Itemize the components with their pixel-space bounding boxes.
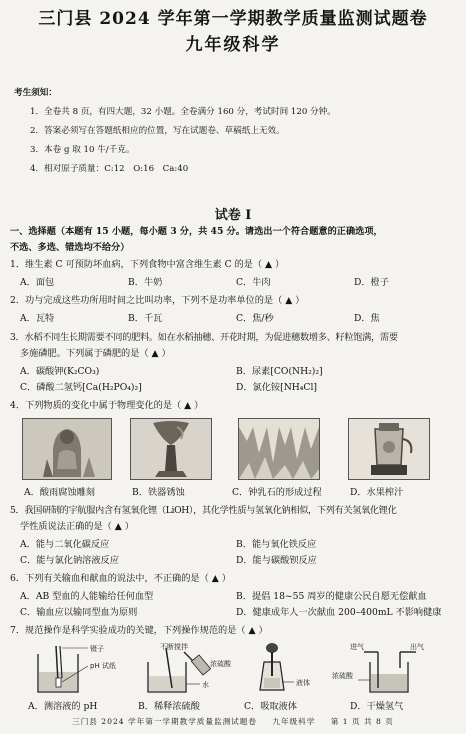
option-c: C．能与氯化钠溶液反应 [20, 555, 119, 566]
option-c: C．输血应以输同型血为原则 [20, 607, 138, 618]
question-5-options-row1 [20, 537, 460, 553]
q7-apparatus-diagrams [14, 642, 454, 696]
section-line: 一、选择题（本题有 15 小题，每小题 3 分，共 45 分。请选出一个符合题意的正确选项， [10, 226, 383, 237]
diagram-dropper [260, 643, 310, 690]
label-ph-paper: pH 试纸 [90, 662, 116, 670]
q7-option-b: B．稀释浓硫酸 [138, 701, 200, 712]
option-d: D．能与碳酸钡反应 [236, 555, 317, 566]
q7-option-a: A．测溶液的 pH [28, 701, 98, 712]
question-3-cont: 多施磷肥。下列属于磷肥的是（ ▲ ） [20, 348, 171, 359]
label-tweezers: 镊子 [90, 645, 104, 653]
exam-title: 三门县 2024 学年第一学期教学质量监测试题卷 [38, 9, 428, 29]
option-c: C．磷酸二氢钙[Ca(H₂PO₄)₂] [20, 382, 142, 393]
question-2: 2．功与完成这些功所用时间之比叫功率，下列不是功率单位的是（ ▲ ） [10, 295, 305, 306]
section-heading [10, 224, 456, 256]
option-a: A．AB 型血的人能输给任何血型 [20, 591, 154, 602]
question-6-options-row1 [20, 589, 460, 605]
option-a: A．能与二氧化碳反应 [20, 539, 110, 550]
question-6: 6．下列有关输血和献血的说法中，不正确的是（ ▲ ） [10, 573, 231, 584]
question-5-cont: 学性质说法正确的是（ ▲ ） [20, 521, 134, 532]
label-stir: 不断搅拌 [160, 643, 188, 651]
option-c: C．焦/秒 [236, 313, 274, 324]
option-c: C．牛肉 [236, 277, 271, 288]
option-d: D．焦 [354, 313, 380, 324]
photo-juicer [348, 418, 430, 480]
option-b: B．千瓦 [128, 313, 163, 324]
question-5-options-row2 [20, 553, 460, 569]
question-5: 5．我国研制的宇航服内含有氢氧化锂（LiOH），其化学性质与氢氧化钠相似，下列有关氢氧化锂化 [10, 505, 397, 516]
question-3: 3．水稻不同生长期需要不同的肥料。如在水稻抽穗、开花时期，为促进穗数增多、籽粒饱满，需要 [10, 332, 398, 343]
label-liquid: 液体 [296, 679, 310, 687]
label-gas-out: 出气 [410, 643, 424, 651]
q7-option-c: C．吸取液体 [244, 701, 297, 712]
question-1-options [20, 275, 460, 291]
q4-option-d: D．水果榨汁 [350, 487, 404, 498]
option-b: B．能与氧化铁反应 [236, 539, 317, 550]
label-water: 水 [202, 681, 209, 689]
photo-acid-rain-statue [22, 418, 112, 480]
question-3-options-row1 [20, 364, 460, 380]
photo-stalactites [238, 418, 320, 480]
question-1: 1．维生素 C 可预防坏血病，下列食物中富含维生素 C 的是（ ▲ ） [10, 259, 285, 270]
notice-item: 4．相对原子质量：C:12 O:16 Ca:40 [30, 164, 189, 174]
label-acid: 浓硫酸 [210, 660, 231, 668]
option-a: A．面包 [20, 277, 55, 288]
section-line: 不选、多选、错选均不给分） [10, 242, 130, 253]
question-2-options [20, 311, 460, 327]
option-b: B．牛奶 [128, 277, 163, 288]
label-acid-2: 浓硫酸 [332, 672, 353, 680]
notice-item: 2．答案必须写在答题纸相应的位置，写在试题卷、草稿纸上无效。 [30, 126, 285, 136]
diagram-ph-test [38, 644, 116, 692]
notice-heading: 考生须知： [14, 88, 57, 98]
photo-rusted-iron [130, 418, 212, 480]
q4-option-b: B．铁器锈蚀 [132, 487, 185, 498]
q4-option-a: A．酸雨腐蚀雕刻 [24, 487, 95, 498]
q7-option-d: D．干燥氢气 [350, 701, 404, 712]
option-b: B．尿素[CO(NH₂)₂] [236, 366, 323, 377]
option-b: B．提倡 18~55 周岁的健康公民自愿无偿献血 [236, 591, 427, 602]
footer-subject: 九年级科学 [272, 717, 316, 726]
question-6-options-row2 [20, 605, 460, 621]
exam-part-title: 试卷 I [214, 208, 252, 223]
notice-block [14, 84, 454, 179]
q4-option-c: C．钟乳石的形成过程 [232, 487, 322, 498]
page-footer [0, 716, 466, 727]
option-d: D．橙子 [354, 277, 389, 288]
notice-item: 1．全卷共 8 页，有四大题，32 小题。全卷满分 160 分，考试时间 120 分钟。 [30, 107, 336, 117]
diagram-dilute-acid [148, 642, 232, 692]
option-a: A．瓦特 [20, 313, 55, 324]
footer-page-number: 第 1 页 共 8 页 [330, 717, 394, 726]
option-d: D．氯化铵[NH₄Cl] [236, 382, 317, 393]
option-d: D．健康成年人一次献血 200–400mL 不影响健康 [236, 607, 442, 618]
question-7: 7．规范操作是科学实验成功的关键，下列操作规范的是（ ▲ ） [10, 625, 268, 636]
question-4: 4．下列物质的变化中属于物理变化的是（ ▲ ） [10, 400, 204, 411]
footer-exam-name: 三门县 2024 学年第一学期教学质量监测试题卷 [72, 717, 257, 726]
exam-subtitle: 九年级科学 [185, 35, 281, 55]
label-gas-in: 进气 [350, 643, 364, 651]
question-3-options-row2 [20, 380, 460, 396]
notice-item: 3．本卷 g 取 10 牛/千克。 [30, 145, 135, 155]
diagram-gas-drying [332, 642, 424, 692]
option-a: A．碳酸钾(K₂CO₃) [20, 366, 100, 377]
